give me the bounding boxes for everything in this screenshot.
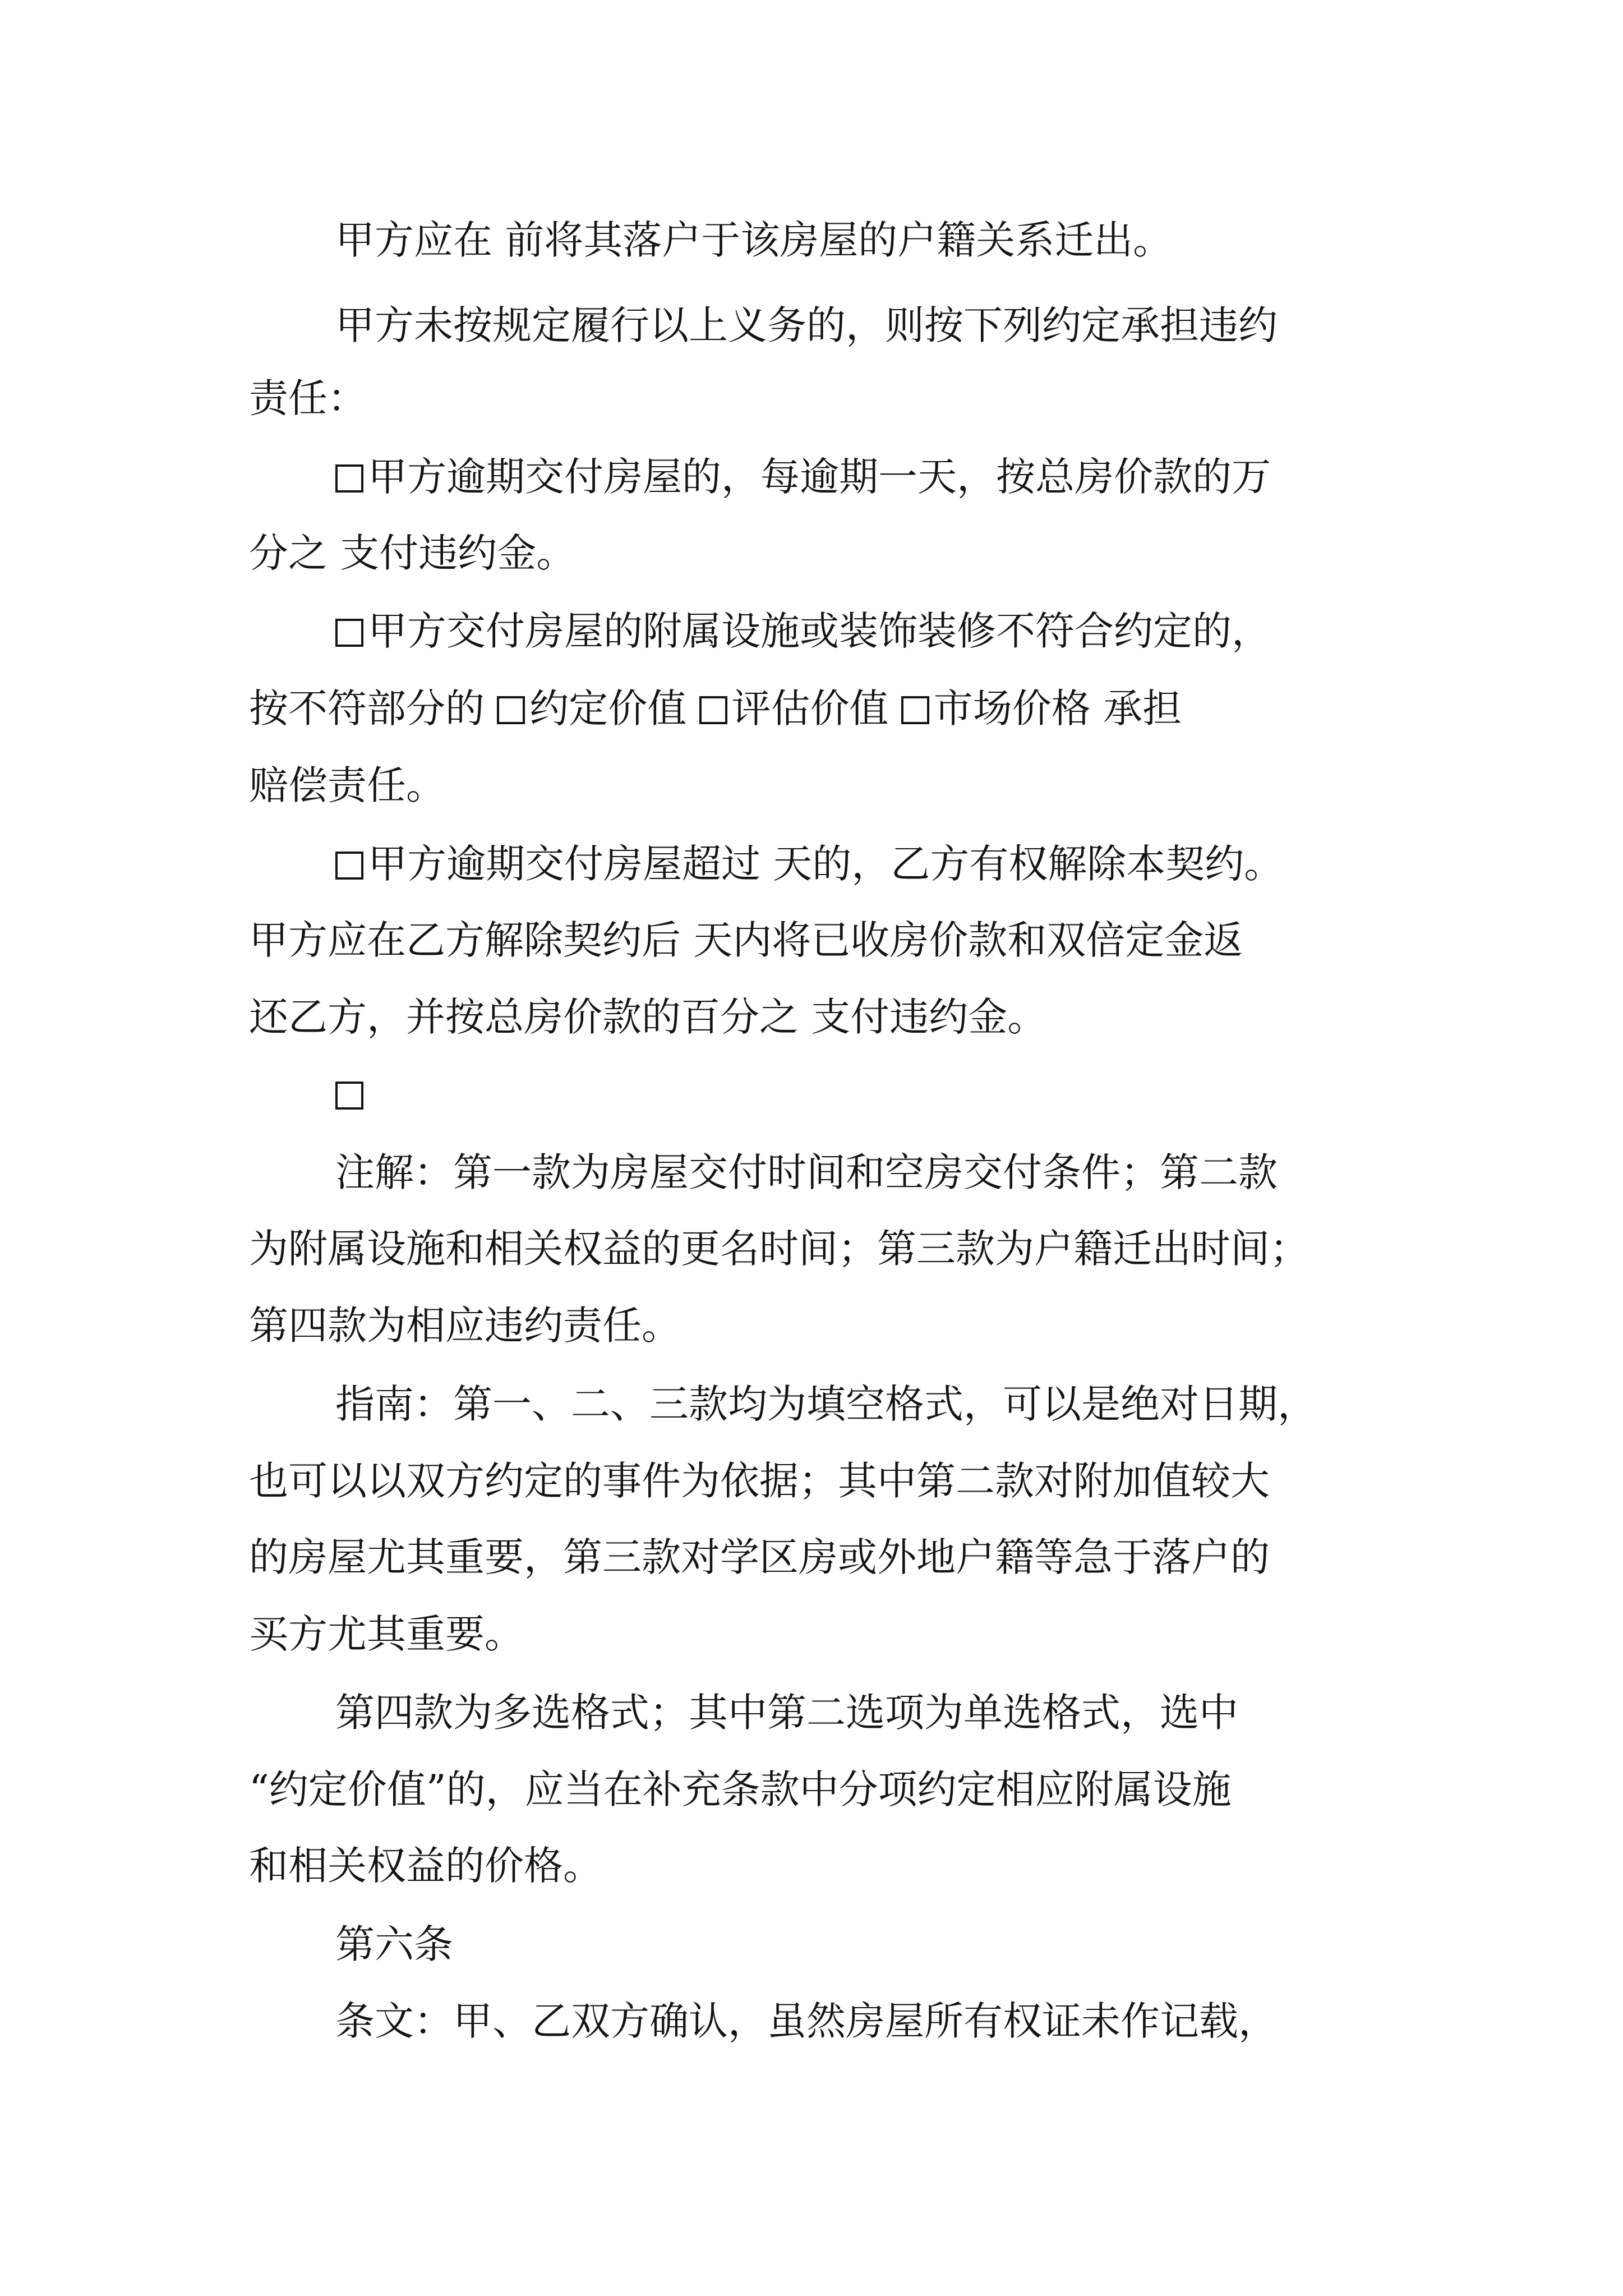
checkbox-icon[interactable]: [699, 696, 727, 724]
guide-line-4: 买方尤其重要。: [249, 1611, 524, 1657]
checkbox-icon[interactable]: [335, 619, 363, 647]
note-line-1: 注解：第一款为房屋交付时间和空房交付条件；第二款: [335, 1149, 1278, 1195]
option-text: 甲方逾期交付房屋超过 天的，乙方有权解除本契约。: [368, 841, 1284, 887]
checkbox-icon[interactable]: [901, 696, 929, 724]
guide-line-1: 指南：第一、二、三款均为填空格式，可以是绝对日期，: [335, 1381, 1317, 1427]
guide-line-5: 第四款为多选格式；其中第二选项为单选格式，选中: [335, 1690, 1238, 1736]
option-row-3: [335, 836, 1283, 892]
paragraph-line-5: 分之 支付违约金。: [249, 530, 576, 576]
guide-line-6: “约定价值”的，应当在补充条款中分项约定相应附属设施: [249, 1766, 1232, 1812]
paragraph-line-2: 甲方未按规定履行以上义务的，则按下列约定承担违约: [335, 302, 1278, 348]
checkbox-icon[interactable]: [335, 852, 363, 880]
guide-line-2: 也可以以双方约定的事件为依据；其中第二款对附加值较大: [249, 1458, 1270, 1504]
guide-line-3: 的房屋尤其重要，第三款对学区房或外地户籍等急于落户的: [249, 1534, 1270, 1580]
paragraph-line-3: 责任：: [249, 375, 367, 421]
option-row-4: [335, 1066, 368, 1122]
paragraph-line-8: 赔偿责任。: [249, 762, 445, 808]
choice-market-price: 市场价格 承担: [933, 685, 1182, 731]
article-text-line-1: 条文：甲、乙双方确认，虽然房屋所有权证未作记载，: [335, 1998, 1278, 2044]
article-heading: 第六条: [335, 1921, 453, 1967]
option-row-2: [335, 603, 1271, 659]
note-line-2: 为附属设施和相关权益的更名时间；第三款为户籍迁出时间；: [249, 1226, 1309, 1272]
choice-prefix: 按不符部分的: [249, 685, 497, 731]
option-text: 甲方逾期交付房屋的，每逾期一天，按总房价款的万: [368, 454, 1271, 500]
choice-appraised-value: 评估价值: [731, 685, 901, 731]
paragraph-line-10: 甲方应在乙方解除契约后 天内将已收房价款和双倍定金返: [249, 917, 1243, 963]
option-choice-row: [249, 680, 1182, 737]
checkbox-icon[interactable]: [335, 1082, 363, 1110]
option-text: 甲方交付房屋的附属设施或装饰装修不符合约定的，: [368, 608, 1271, 654]
paragraph-line-11: 还乙方，并按总房价款的百分之 支付违约金。: [249, 994, 1047, 1040]
option-row-1: [335, 449, 1271, 505]
guide-line-7: 和相关权益的价格。: [249, 1843, 602, 1889]
choice-agreed-value: 约定价值: [529, 685, 699, 731]
paragraph-line-1: 甲方应在 前将其落户于该房屋的户籍关系迁出。: [335, 217, 1173, 263]
note-line-3: 第四款为相应违约责任。: [249, 1303, 681, 1349]
checkbox-icon[interactable]: [335, 464, 363, 493]
checkbox-icon[interactable]: [497, 696, 525, 724]
